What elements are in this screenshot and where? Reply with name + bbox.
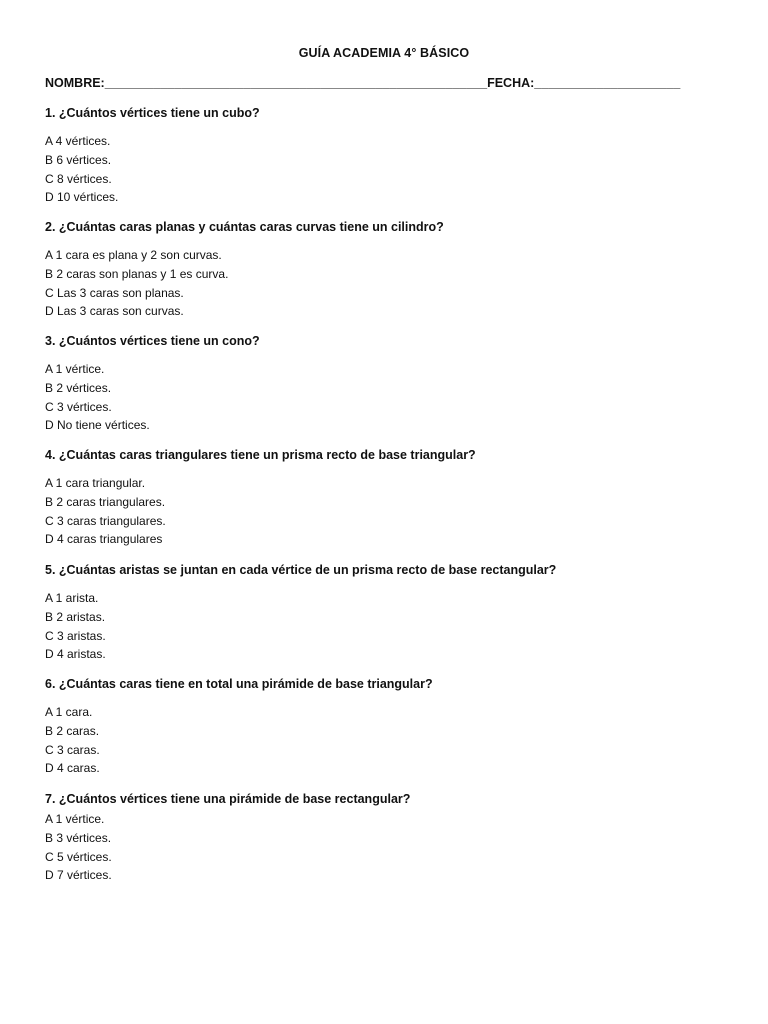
question-6 [45, 675, 725, 778]
option-d: D 4 caras triangulares [45, 532, 163, 547]
question-text: 4. ¿Cuántas caras triangulares tiene un prisma recto de base triangular? [45, 448, 476, 462]
option-a: A 1 cara es plana y 2 son curvas. [45, 248, 222, 262]
option-b: B 2 aristas. [45, 609, 106, 624]
option-b: B 2 caras triangulares. [45, 494, 166, 509]
option-b: B 2 vértices. [45, 380, 112, 395]
question-4 [45, 446, 725, 549]
nombre-blank: _______________________________________________________ [104, 76, 488, 90]
nombre-label: NOMBRE: [45, 76, 105, 90]
page-title: GUÍA ACADEMIA 4° BÁSICO [298, 46, 470, 60]
question-text: 5. ¿Cuántas aristas se juntan en cada vértice de un prisma recto de base rectangular? [45, 563, 557, 577]
question-3 [45, 332, 725, 435]
question-text: 7. ¿Cuántos vértices tiene una pirámide de base rectangular? [45, 792, 411, 806]
fecha-label: FECHA: [487, 76, 535, 90]
name-date-line [45, 76, 705, 90]
option-d: D Las 3 caras son curvas. [45, 304, 184, 319]
option-c: C 3 vértices. [45, 399, 112, 414]
option-a: A 1 vértice. [45, 812, 105, 826]
option-b: B 2 caras son planas y 1 es curva. [45, 266, 229, 281]
option-b: B 6 vértices. [45, 152, 112, 167]
option-b: B 3 vértices. [45, 830, 112, 845]
question-5 [45, 561, 725, 664]
option-c: C 3 caras. [45, 742, 100, 757]
option-d: D No tiene vértices. [45, 418, 150, 433]
option-d: D 7 vértices. [45, 868, 112, 883]
question-text: 3. ¿Cuántos vértices tiene un cono? [45, 334, 260, 348]
question-1 [45, 104, 725, 207]
option-c: C 3 aristas. [45, 628, 106, 643]
question-text: 2. ¿Cuántas caras planas y cuántas caras curvas tiene un cilindro? [45, 220, 444, 234]
option-c: C 3 caras triangulares. [45, 513, 166, 528]
option-a: A 1 cara. [45, 705, 93, 719]
option-a: A 1 arista. [45, 591, 99, 605]
question-7 [45, 790, 725, 885]
option-a: A 1 cara triangular. [45, 476, 146, 490]
option-a: A 4 vértices. [45, 134, 111, 148]
question-text: 1. ¿Cuántos vértices tiene un cubo? [45, 106, 260, 120]
option-d: D 4 caras. [45, 761, 100, 776]
fecha-blank: _____________________ [534, 76, 681, 90]
option-c: C Las 3 caras son planas. [45, 285, 184, 300]
option-c: C 5 vértices. [45, 849, 112, 864]
option-c: C 8 vértices. [45, 171, 112, 186]
option-b: B 2 caras. [45, 723, 100, 738]
option-d: D 10 vértices. [45, 190, 119, 205]
option-a: A 1 vértice. [45, 362, 105, 376]
option-d: D 4 aristas. [45, 647, 106, 662]
question-text: 6. ¿Cuántas caras tiene en total una pirámide de base triangular? [45, 677, 433, 691]
question-2 [45, 218, 725, 321]
